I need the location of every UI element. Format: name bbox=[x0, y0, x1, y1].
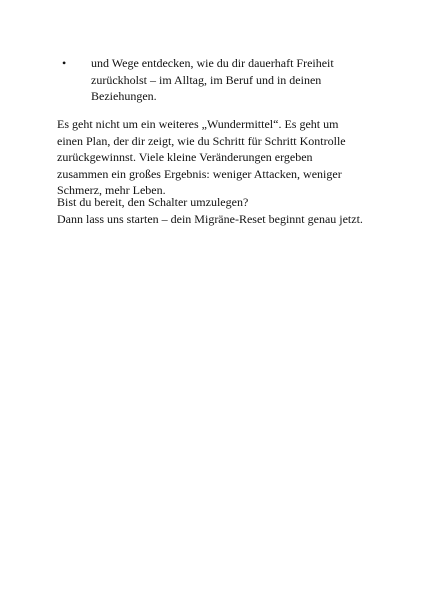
paragraph-line: Es geht nicht um ein weiteres „Wundermittel“. Es geht um bbox=[57, 117, 339, 131]
paragraph-call-to-action bbox=[57, 194, 377, 227]
bullet-icon: • bbox=[62, 56, 67, 70]
paragraph-line: Bist du bereit, den Schalter umzulegen? bbox=[57, 195, 249, 209]
bullet-line: und Wege entdecken, wie du dir dauerhaft Freiheit bbox=[91, 56, 334, 70]
paragraph-line: Schmerz, mehr Leben. bbox=[57, 183, 166, 197]
paragraph-plan bbox=[57, 116, 377, 199]
bullet-text bbox=[91, 55, 381, 105]
bullet-line: zurückholst – im Alltag, im Beruf und in deinen bbox=[91, 72, 322, 87]
paragraph-line: zurückgewinnst. Viele kleine Veränderungen ergeben bbox=[57, 150, 313, 164]
paragraph-line: Dann lass uns starten – dein Migräne-Reset beginnt genau jetzt. bbox=[57, 211, 363, 226]
bullet-line: Beziehungen. bbox=[91, 89, 157, 103]
paragraph-line: einen Plan, der dir zeigt, wie du Schritt für Schritt Kontrolle bbox=[57, 133, 346, 148]
paragraph-line: zusammen ein großes Ergebnis: weniger Attacken, weniger bbox=[57, 166, 342, 181]
